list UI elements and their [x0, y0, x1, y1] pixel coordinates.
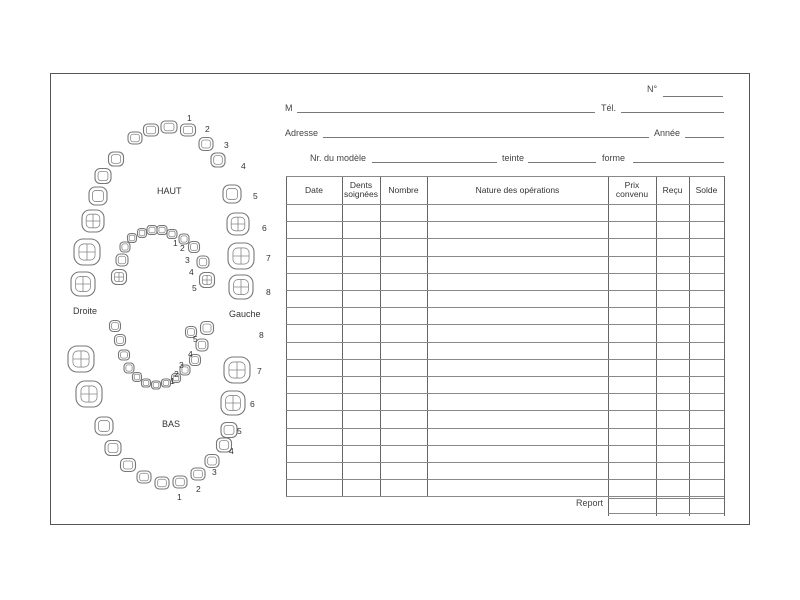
tooth: [115, 335, 126, 346]
table-cell[interactable]: [689, 376, 724, 393]
table-cell[interactable]: [286, 324, 342, 341]
table-cell[interactable]: [380, 290, 427, 307]
upper-number-1: 1: [187, 113, 192, 123]
table-cell[interactable]: [427, 342, 608, 359]
table-cell[interactable]: [427, 290, 608, 307]
molar-tooth: [229, 275, 253, 299]
tooth: [142, 379, 151, 387]
table-column-line: [724, 176, 725, 516]
table-cell[interactable]: [656, 256, 689, 273]
table-cell[interactable]: [286, 342, 342, 359]
upper-number-8: 8: [266, 287, 271, 297]
adresse-field[interactable]: [323, 137, 649, 138]
tooth: [173, 476, 187, 488]
table-cell[interactable]: [689, 479, 724, 496]
dental-record-card: [50, 73, 750, 525]
tooth: [155, 477, 169, 489]
table-cell[interactable]: [342, 393, 380, 410]
tooth: [196, 339, 208, 351]
tooth: [157, 226, 167, 235]
molar-tooth: [227, 213, 249, 235]
table-cell[interactable]: [286, 256, 342, 273]
lower-inner-number-2: 2: [174, 369, 179, 379]
table-cell[interactable]: [342, 238, 380, 255]
table-cell[interactable]: [286, 359, 342, 376]
table-cell[interactable]: [286, 307, 342, 324]
upper-number-3: 3: [224, 140, 229, 150]
table-cell[interactable]: [608, 307, 656, 324]
tooth: [189, 242, 200, 253]
table-cell[interactable]: [427, 445, 608, 462]
bas-label: BAS: [162, 419, 181, 429]
upper-inner-number-2: 2: [180, 243, 185, 253]
table-cell[interactable]: [608, 290, 656, 307]
molar-tooth: [68, 346, 94, 372]
table-cell[interactable]: [380, 376, 427, 393]
molar-tooth: [76, 381, 102, 407]
molar-tooth: [221, 391, 245, 415]
table-cell[interactable]: [608, 462, 656, 479]
header-nature-operations: Nature des opérations: [475, 184, 560, 195]
table-cell[interactable]: [427, 376, 608, 393]
tooth: [124, 363, 134, 373]
table-cell[interactable]: [342, 428, 380, 445]
header-dents-soignees: Dents soignées: [343, 180, 379, 199]
upper-inner-number-4: 4: [189, 267, 194, 277]
teinte-label: teinte: [502, 153, 525, 163]
tooth: [121, 459, 136, 472]
table-cell[interactable]: [656, 393, 689, 410]
table-cell[interactable]: [656, 273, 689, 290]
table-cell[interactable]: [380, 324, 427, 341]
table-cell[interactable]: [608, 376, 656, 393]
tel-field[interactable]: [621, 112, 724, 113]
tooth: [147, 226, 157, 235]
m-label: M: [285, 103, 293, 113]
header-date: Date: [305, 184, 323, 195]
lower-number-7: 7: [257, 366, 262, 376]
table-cell[interactable]: [342, 273, 380, 290]
table-cell[interactable]: [380, 307, 427, 324]
table-cell[interactable]: [286, 376, 342, 393]
table-cell[interactable]: [608, 393, 656, 410]
table-cell[interactable]: [286, 462, 342, 479]
table-cell[interactable]: [689, 324, 724, 341]
table-cell[interactable]: [656, 290, 689, 307]
table-cell[interactable]: [380, 238, 427, 255]
tooth: [109, 152, 124, 166]
table-cell[interactable]: [380, 479, 427, 496]
table-cell[interactable]: [608, 324, 656, 341]
lower-number-3: 3: [212, 467, 217, 477]
table-cell[interactable]: [656, 445, 689, 462]
table-cell[interactable]: [656, 204, 689, 221]
upper-inner-number-3: 3: [185, 255, 190, 265]
table-cell[interactable]: [342, 462, 380, 479]
table-cell[interactable]: [608, 428, 656, 445]
tooth: [95, 417, 113, 435]
table-cell[interactable]: [689, 393, 724, 410]
table-cell[interactable]: [380, 410, 427, 427]
annee-label: Année: [654, 128, 681, 138]
tooth: [211, 153, 225, 167]
molar-tooth: [74, 239, 100, 265]
table-cell[interactable]: [427, 307, 608, 324]
modele-field[interactable]: [372, 162, 497, 163]
operations-table: [286, 176, 724, 516]
tooth: [119, 350, 130, 360]
table-cell[interactable]: [380, 462, 427, 479]
header-prix-convenu: Prix convenu: [615, 180, 649, 199]
table-cell[interactable]: [342, 410, 380, 427]
tooth: [191, 468, 205, 480]
table-cell[interactable]: [608, 359, 656, 376]
table-cell[interactable]: [656, 410, 689, 427]
tooth: [199, 138, 213, 151]
table-cell[interactable]: [427, 324, 608, 341]
molar-tooth: [82, 210, 104, 232]
header-nombre: Nombre: [388, 184, 419, 195]
table-cell[interactable]: [427, 428, 608, 445]
table-cell[interactable]: [608, 410, 656, 427]
tooth: [120, 242, 130, 252]
table-cell[interactable]: [342, 256, 380, 273]
tooth: [105, 441, 121, 456]
molar-tooth: [71, 272, 95, 296]
tooth: [197, 256, 209, 268]
tooth: [205, 455, 219, 468]
lower-number-6: 6: [250, 399, 255, 409]
tooth: [128, 132, 142, 144]
lower-number-2: 2: [196, 484, 201, 494]
table-cell[interactable]: [342, 307, 380, 324]
table-cell[interactable]: [608, 273, 656, 290]
upper-number-5: 5: [253, 191, 258, 201]
lower-number-4: 4: [229, 446, 234, 456]
table-cell[interactable]: [427, 204, 608, 221]
table-cell[interactable]: [656, 238, 689, 255]
table-cell[interactable]: [380, 256, 427, 273]
header-solde: Solde: [695, 184, 718, 195]
tooth: [152, 381, 161, 389]
tooth: [201, 322, 214, 335]
tooth: [110, 321, 121, 332]
molar-tooth: [228, 243, 254, 269]
table-cell[interactable]: [286, 204, 342, 221]
table-cell[interactable]: [689, 410, 724, 427]
molar-tooth: [112, 270, 127, 285]
table-cell[interactable]: [342, 359, 380, 376]
table-cell[interactable]: [427, 221, 608, 238]
table-cell[interactable]: [342, 376, 380, 393]
table-cell[interactable]: [689, 290, 724, 307]
table-cell[interactable]: [656, 221, 689, 238]
table-cell[interactable]: [656, 428, 689, 445]
table-cell[interactable]: [656, 479, 689, 496]
lower-inner-number-5: 5: [193, 334, 198, 344]
table-cell[interactable]: [689, 462, 724, 479]
table-cell[interactable]: [286, 428, 342, 445]
table-cell[interactable]: [286, 273, 342, 290]
report-row-line: [608, 498, 724, 499]
header-recu: Reçu: [662, 184, 683, 195]
forme-field[interactable]: [633, 162, 724, 163]
droite-label: Droite: [73, 306, 98, 316]
table-cell[interactable]: [286, 410, 342, 427]
tooth: [181, 124, 196, 136]
numero-label: N°: [647, 84, 658, 94]
adresse-label: Adresse: [285, 128, 319, 138]
table-cell[interactable]: [427, 462, 608, 479]
table-cell[interactable]: [342, 479, 380, 496]
table-cell[interactable]: [608, 221, 656, 238]
table-cell[interactable]: [427, 479, 608, 496]
lower-number-1: 1: [177, 492, 182, 502]
table-cell[interactable]: [380, 428, 427, 445]
table-cell[interactable]: [656, 307, 689, 324]
table-cell[interactable]: [689, 273, 724, 290]
table-cell[interactable]: [608, 445, 656, 462]
table-cell[interactable]: [427, 359, 608, 376]
tooth: [144, 124, 159, 136]
table-cell[interactable]: [689, 307, 724, 324]
upper-number-4: 4: [241, 161, 246, 171]
numero-field[interactable]: [663, 96, 723, 97]
table-cell[interactable]: [656, 359, 689, 376]
table-cell[interactable]: [380, 342, 427, 359]
table-cell[interactable]: [608, 342, 656, 359]
table-cell[interactable]: [286, 290, 342, 307]
table-cell[interactable]: [689, 238, 724, 255]
table-cell[interactable]: [286, 238, 342, 255]
lower-inner-number-3: 3: [179, 360, 184, 370]
tooth: [116, 254, 128, 266]
tel-label: Tél.: [601, 103, 617, 113]
tooth: [138, 229, 147, 238]
table-cell[interactable]: [689, 221, 724, 238]
upper-number-6: 6: [262, 223, 267, 233]
lower-number-5: 5: [237, 426, 242, 436]
molar-tooth: [200, 273, 215, 288]
table-cell[interactable]: [342, 221, 380, 238]
tooth: [89, 187, 107, 205]
table-cell[interactable]: [656, 376, 689, 393]
table-cell[interactable]: [608, 238, 656, 255]
m-field[interactable]: [297, 112, 595, 113]
table-cell[interactable]: [342, 342, 380, 359]
table-cell[interactable]: [380, 221, 427, 238]
report-label: Report: [576, 498, 604, 508]
table-cell[interactable]: [689, 445, 724, 462]
tooth: [161, 121, 177, 133]
forme-label: forme: [602, 153, 626, 163]
tooth: [95, 169, 111, 184]
table-cell[interactable]: [689, 428, 724, 445]
table-cell[interactable]: [380, 204, 427, 221]
upper-number-2: 2: [205, 124, 210, 134]
teinte-field[interactable]: [528, 162, 596, 163]
upper-number-7: 7: [266, 253, 271, 263]
table-cell[interactable]: [689, 359, 724, 376]
table-cell[interactable]: [342, 445, 380, 462]
tooth: [128, 234, 137, 243]
teeth-group: [68, 121, 254, 489]
table-cell[interactable]: [427, 410, 608, 427]
report-row-line: [608, 513, 724, 514]
table-cell[interactable]: [608, 204, 656, 221]
upper-inner-number-1: 1: [173, 238, 178, 248]
table-cell[interactable]: [427, 393, 608, 410]
table-cell[interactable]: [286, 479, 342, 496]
haut-label: HAUT: [157, 186, 182, 196]
table-cell[interactable]: [608, 479, 656, 496]
lower-number-8: 8: [259, 330, 264, 340]
tooth: [133, 373, 142, 382]
table-cell[interactable]: [427, 238, 608, 255]
molar-tooth: [224, 357, 250, 383]
table-cell[interactable]: [380, 445, 427, 462]
table-cell[interactable]: [689, 204, 724, 221]
table-cell[interactable]: [689, 256, 724, 273]
table-cell[interactable]: [286, 393, 342, 410]
table-cell[interactable]: [342, 324, 380, 341]
modele-label: Nr. du modèle: [310, 153, 367, 163]
table-cell[interactable]: [656, 342, 689, 359]
table-cell[interactable]: [427, 256, 608, 273]
table-top-line: [286, 176, 724, 177]
dental-chart: [51, 74, 283, 526]
table-cell[interactable]: [380, 393, 427, 410]
annee-field[interactable]: [685, 137, 724, 138]
lower-inner-number-1: 1: [170, 376, 175, 386]
table-cell[interactable]: [427, 273, 608, 290]
upper-inner-number-5: 5: [192, 283, 197, 293]
table-cell[interactable]: [342, 204, 380, 221]
tooth: [223, 185, 241, 203]
table-cell[interactable]: [380, 273, 427, 290]
gauche-label: Gauche: [229, 309, 261, 319]
table-cell[interactable]: [608, 256, 656, 273]
table-cell[interactable]: [656, 462, 689, 479]
tooth: [137, 471, 151, 483]
table-cell[interactable]: [380, 359, 427, 376]
table-cell[interactable]: [286, 445, 342, 462]
table-cell[interactable]: [286, 221, 342, 238]
table-cell[interactable]: [689, 342, 724, 359]
tooth: [221, 423, 237, 438]
table-cell[interactable]: [342, 290, 380, 307]
table-cell[interactable]: [656, 324, 689, 341]
lower-inner-number-4: 4: [188, 349, 193, 359]
